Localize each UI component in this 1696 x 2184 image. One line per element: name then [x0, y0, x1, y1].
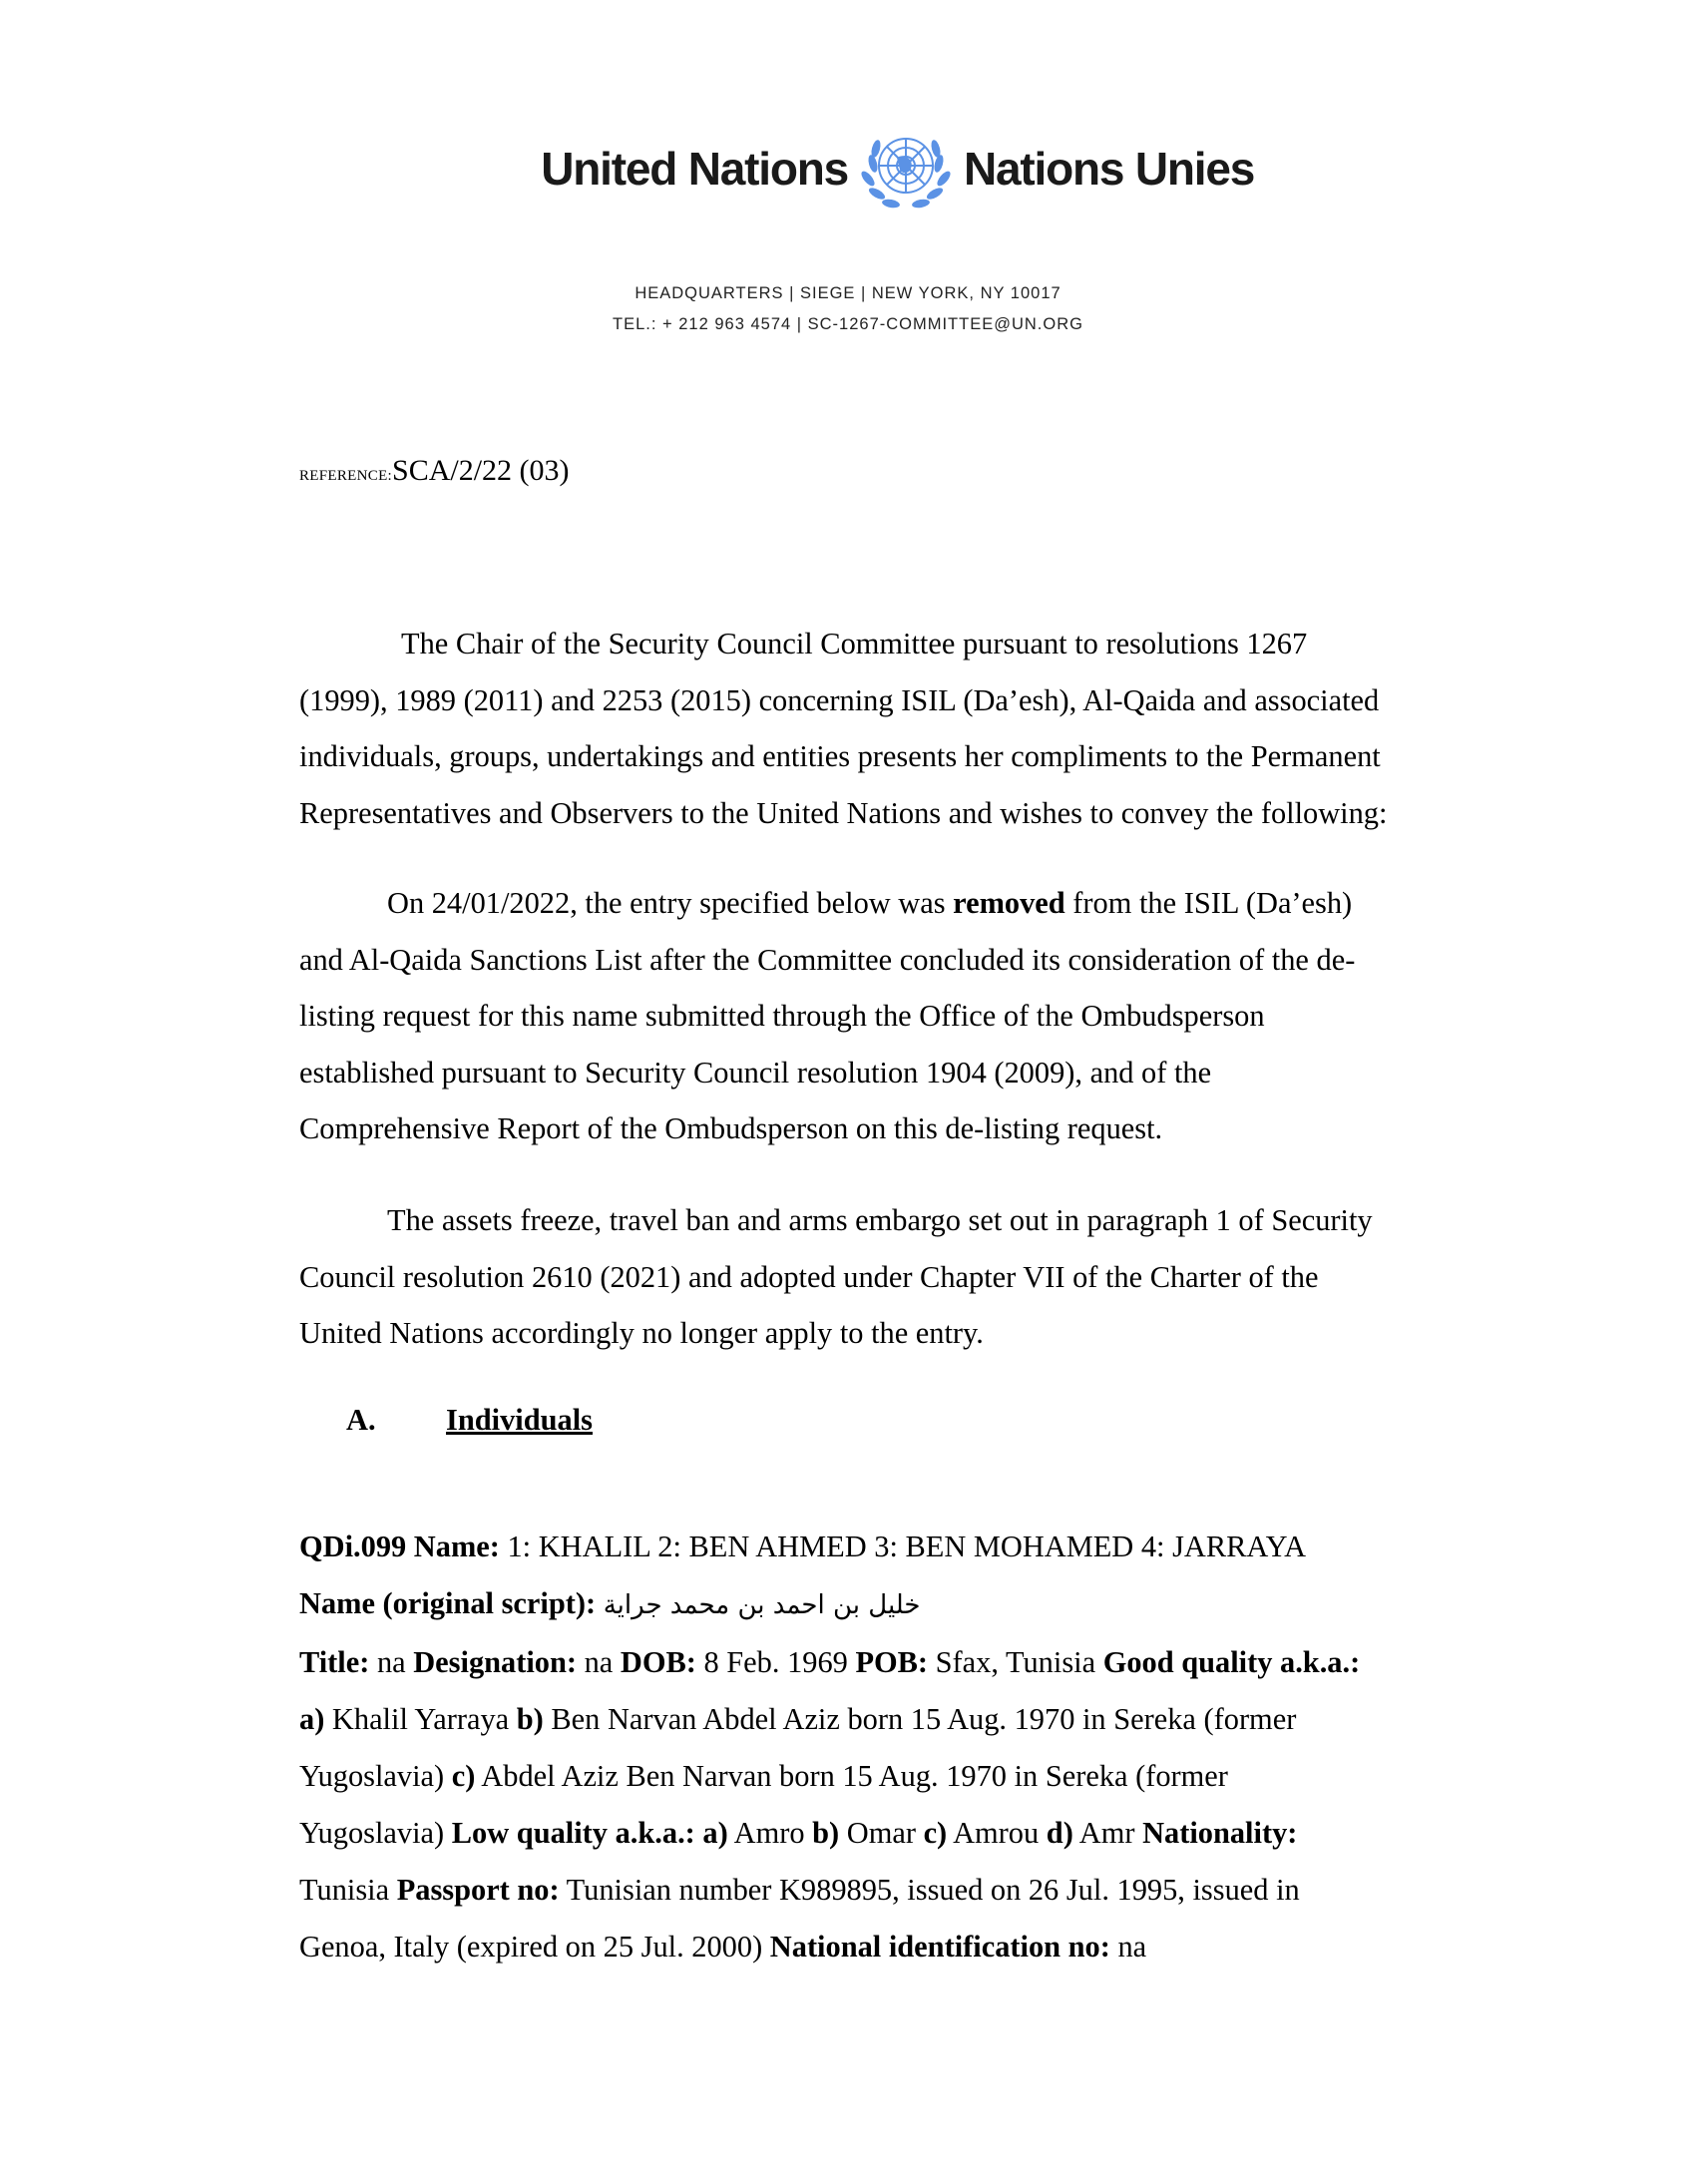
- org-name-french: Nations Unies: [964, 143, 1255, 195]
- entry-line: [299, 1519, 1496, 1575]
- aka-value: Ben Narvan Abdel Aziz born 15 Aug. 1970 in Sereka (former: [543, 1702, 1297, 1736]
- dob-label: DOB:: [620, 1645, 696, 1679]
- original-script-value: خليل بن احمد بن محمد جراية: [603, 1590, 921, 1620]
- removal-paragraph: [299, 875, 1496, 1157]
- un-emblem-icon: [856, 124, 956, 216]
- paragraph-line: Representatives and Observers to the United Nations and wishes to convey the following:: [299, 795, 1388, 830]
- aka-marker: a): [299, 1702, 325, 1736]
- reference: [299, 454, 570, 488]
- entry-line: [299, 1805, 1496, 1862]
- entry-line: [299, 1634, 1496, 1691]
- pob-label: POB:: [855, 1645, 929, 1679]
- measures-paragraph: [299, 1192, 1496, 1362]
- aka-value: Amr: [1072, 1816, 1143, 1850]
- entry-line: [299, 1691, 1496, 1748]
- aka-value: Khalil Yarraya: [324, 1702, 517, 1736]
- original-script-label: Name (original script):: [299, 1586, 597, 1620]
- sanctions-entry: [299, 1519, 1496, 1975]
- paragraph-line: The assets freeze, travel ban and arms embargo set out in paragraph 1 of Security: [387, 1203, 1373, 1237]
- paragraph-line: and Al-Qaida Sanctions List after the Committee concluded its consideration of the de-: [299, 942, 1356, 977]
- nationality-value: Tunisia: [299, 1873, 397, 1907]
- contact-line: TEL.: + 212 963 4574 | SC-1267-COMMITTEE@UN.ORG: [613, 315, 1083, 333]
- aka-marker: d): [1046, 1816, 1073, 1850]
- aka-value: Yugoslavia): [299, 1759, 452, 1793]
- removed-emphasis: removed: [953, 886, 1065, 920]
- entry-line: [299, 1919, 1496, 1975]
- aka-marker: b): [812, 1816, 840, 1850]
- paragraph-line: individuals, groups, undertakings and entities presents her compliments to the Permanent: [299, 739, 1381, 774]
- reference-label: REFERENCE:: [299, 468, 393, 484]
- good-aka-label: Good quality a.k.a.:: [1102, 1645, 1361, 1679]
- aka-value: Amro: [727, 1816, 813, 1850]
- text-run: from the ISIL (Da’esh): [1064, 886, 1353, 920]
- intro-paragraph: [299, 616, 1496, 841]
- entry-id-label: QDi.099 Name:: [299, 1529, 500, 1563]
- org-name-english: United Nations: [541, 143, 848, 195]
- aka-value: Yugoslavia): [299, 1816, 452, 1850]
- paragraph-line: (1999), 1989 (2011) and 2253 (2015) concerning ISIL (Da’esh), Al-Qaida and associated: [299, 682, 1380, 717]
- aka-value: Amrou: [947, 1816, 1047, 1850]
- section-letter: A.: [346, 1403, 376, 1437]
- paragraph-line: United Nations accordingly no longer apply to the entry.: [299, 1316, 984, 1351]
- paragraph-line: established pursuant to Security Council resolution 1904 (2009), and of the: [299, 1055, 1212, 1090]
- national-id-label: National identification no:: [769, 1930, 1110, 1964]
- paragraph-line: Comprehensive Report of the Ombudsperson on this de-listing request.: [299, 1111, 1163, 1146]
- nationality-label: Nationality:: [1142, 1816, 1298, 1850]
- address-line: HEADQUARTERS | SIEGE | NEW YORK, NY 10017: [635, 284, 1061, 302]
- entry-line: [299, 1575, 1496, 1634]
- section-title: Individuals: [446, 1403, 593, 1437]
- passport-label: Passport no:: [396, 1873, 560, 1907]
- text-run: On 24/01/2022, the entry specified below was: [387, 886, 954, 920]
- letterhead: [0, 138, 1696, 247]
- title-value: na: [369, 1645, 414, 1679]
- paragraph-line: The Chair of the Security Council Committee pursuant to resolutions 1267: [401, 627, 1308, 660]
- passport-value: Tunisian number K989895, issued on 26 Jul. 1995, issued in: [559, 1873, 1300, 1907]
- aka-value: Omar: [839, 1816, 924, 1850]
- designation-value: na: [577, 1645, 621, 1679]
- reference-value: SCA/2/22 (03): [392, 454, 570, 487]
- national-id-value: na: [1109, 1930, 1147, 1964]
- aka-value: Abdel Aziz Ben Narvan born 15 Aug. 1970 in Sereka (former: [475, 1759, 1228, 1793]
- aka-marker: c): [451, 1759, 476, 1793]
- aka-marker: b): [516, 1702, 544, 1736]
- entry-name: 1: KHALIL 2: BEN AHMED 3: BEN MOHAMED 4: JARRAYA: [499, 1529, 1307, 1563]
- aka-marker: c): [923, 1816, 948, 1850]
- paragraph-line: [299, 875, 1496, 932]
- aka-marker: a): [694, 1816, 728, 1850]
- low-aka-label: Low quality a.k.a.:: [451, 1816, 695, 1850]
- designation-label: Designation:: [413, 1645, 578, 1679]
- dob-value: 8 Feb. 1969: [695, 1645, 856, 1679]
- passport-value: Genoa, Italy (expired on 25 Jul. 2000): [299, 1930, 770, 1964]
- paragraph-line: listing request for this name submitted through the Office of the Ombudsperson: [299, 999, 1265, 1034]
- pob-value: Sfax, Tunisia: [928, 1645, 1103, 1679]
- title-label: Title:: [299, 1645, 370, 1679]
- entry-line: [299, 1862, 1496, 1919]
- paragraph-line: Council resolution 2610 (2021) and adopted under Chapter VII of the Charter of the: [299, 1259, 1319, 1294]
- entry-line: [299, 1748, 1496, 1805]
